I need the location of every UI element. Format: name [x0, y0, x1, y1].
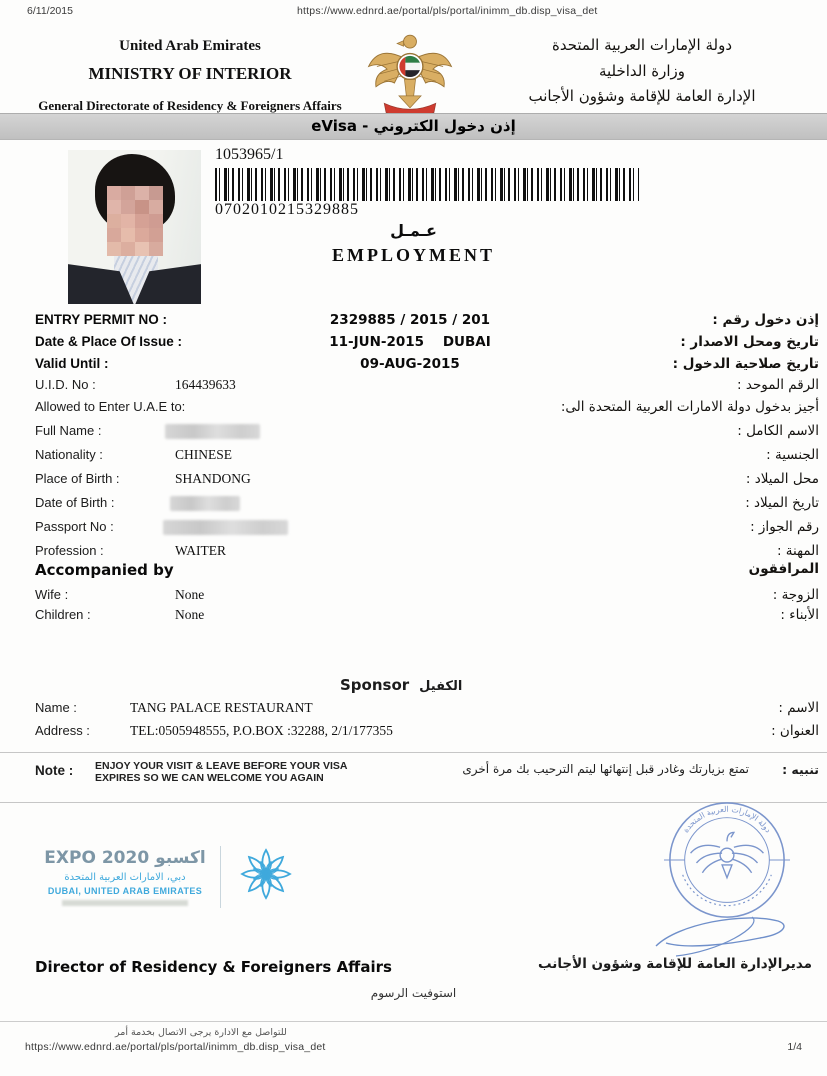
field-row-uid-no [0, 377, 827, 397]
footer-url: https://www.ednrd.ae/portal/pls/portal/inimm_db.disp_visa_det [25, 1041, 326, 1053]
field-label-ar: العنوان : [771, 723, 819, 739]
print-header-url: https://www.ednrd.ae/portal/pls/portal/inimm_db.disp_visa_det [297, 5, 598, 17]
director-signature-row [0, 958, 827, 980]
footer-contact-note-ar: للتواصل مع الادارة يرجى الاتصال بخدمة أمر [115, 1027, 287, 1038]
field-label-ar: الأبناء : [780, 607, 819, 623]
field-value: None [175, 587, 205, 602]
visa-type-arabic: عـمـل [390, 221, 437, 240]
field-value: 164439633 [175, 377, 236, 392]
note-text-en-line2: EXPIRES SO WE CAN WELCOME YOU AGAIN [95, 772, 324, 784]
expo-logo-subtitle-en: DUBAI, UNITED ARAB EMIRATES [47, 886, 203, 896]
ministry-name-en: MINISTRY OF INTERIOR [88, 64, 292, 83]
field-label-en: Full Name : [35, 423, 102, 438]
evisa-title-banner [0, 113, 827, 140]
svg-text:دولة الإمارات العربية المتحدة [681, 805, 773, 835]
field-label-en: Profession : [35, 543, 104, 558]
field-row-full-name [0, 423, 827, 443]
country-name-en: United Arab Emirates [119, 38, 261, 54]
note-label-en: Note : [35, 763, 74, 778]
field-label-ar: محل الميلاد : [745, 471, 819, 487]
field-row-entry-permit-no [0, 312, 827, 332]
header-arabic [477, 36, 807, 105]
field-value: WAITER [175, 543, 226, 558]
field-label-ar: الاسم الكامل : [737, 423, 819, 439]
field-label-en: ENTRY PERMIT NO : [35, 312, 168, 327]
page-number: 1/4 [787, 1041, 802, 1053]
note-label-ar: تنبيه : [782, 762, 819, 777]
accompanied-by-title-ar: المرافقون [748, 561, 819, 577]
expo-logo-subtitle-ar: دبي، الامارات العربية المتحدة [64, 872, 186, 883]
expo-rosette-icon [236, 844, 296, 909]
field-label-en: Children : [35, 607, 91, 622]
sponsor-title-en: Sponsor [340, 676, 410, 694]
field-label-en: Wife : [35, 587, 69, 602]
field-label-en: Valid Until : [35, 356, 109, 371]
field-label-en: Date & Place Of Issue : [35, 334, 183, 349]
field-row-sponsor-address [0, 723, 827, 743]
visa-type-english: EMPLOYMENT [332, 245, 495, 265]
header-english [25, 38, 355, 114]
redacted-date-of-birth [170, 496, 240, 511]
country-name-ar: دولة الإمارات العربية المتحدة [551, 36, 733, 54]
field-label-en: Nationality : [35, 447, 103, 462]
note-text-ar: تمتع بزيارتك وغادر قبل إنتهائها ليتم الترحيب بك مرة أخرى [462, 762, 749, 776]
print-date: 6/11/2015 [27, 5, 73, 17]
sponsor-title-ar: الكفيل [419, 679, 463, 694]
field-row-place-of-birth [0, 471, 827, 491]
sponsor-header [340, 676, 462, 695]
director-title-ar: مديرالإدارة العامة للإقامة وشؤون الأجانب [538, 956, 812, 972]
expo-2020-logo [40, 840, 300, 930]
director-title-en: Director of Residency & Foreigners Affairs [35, 958, 392, 976]
ministry-name-ar: وزارة الداخلية [598, 62, 686, 80]
field-row-sponsor-name [0, 700, 827, 720]
field-label-ar: الاسم : [778, 700, 819, 716]
note-section [0, 752, 827, 803]
field-row-profession [0, 543, 827, 563]
field-row-valid-until [0, 356, 827, 376]
visa-file-number: 1053965/1 [215, 146, 284, 163]
field-value: CHINESE [175, 447, 232, 462]
evisa-title: eVisa - إذن دخول الكتروني [311, 117, 516, 135]
field-row-wife [0, 587, 827, 607]
field-label-ar: رقم الجواز : [750, 519, 819, 535]
note-text-en-line1: ENJOY YOUR VISIT & LEAVE BEFORE YOUR VISA [95, 760, 348, 772]
field-label-en: Date of Birth : [35, 495, 115, 510]
field-value: TEL:0505948555, P.O.BOX :32288, 2/1/177355 [130, 723, 393, 738]
directorate-name-ar: الإدارة العامة للإقامة وشؤون الأجانب [528, 87, 756, 105]
field-row-allowed-to-enter [0, 399, 827, 419]
expo-logo-title: EXPO 2020 اكسبو [44, 848, 206, 868]
bottom-divider [0, 1021, 827, 1022]
field-label-ar: أجيز بدخول دولة الامارات العربية المتحدة الى: [560, 399, 819, 415]
expo-faded-line [62, 900, 188, 906]
field-value: 11-JUN-2015 DUBAI [329, 334, 491, 350]
stamp-ring-text: دولة الإمارات العربية المتحدة [681, 804, 773, 835]
field-label-ar: تاريخ صلاحية الدخول : [672, 356, 819, 372]
field-label-en: Place of Birth : [35, 471, 120, 486]
expo-divider [220, 846, 221, 908]
field-label-en: Allowed to Enter U.A.E to: [35, 399, 186, 414]
barcode [215, 168, 639, 201]
field-value: TANG PALACE RESTAURANT [130, 700, 313, 715]
field-label-ar: إذن دخول رقم : [712, 312, 819, 328]
directorate-name-en: General Directorate of Residency & Foreigners Affairs [38, 98, 342, 113]
accompanied-by-header [0, 561, 827, 581]
field-row-date-of-birth [0, 495, 827, 515]
field-row-children [0, 607, 827, 627]
field-label-en: Name : [35, 700, 77, 715]
fees-collected-note-ar: استوفيت الرسوم [370, 986, 457, 1000]
field-value: SHANDONG [175, 471, 251, 486]
field-value: None [175, 607, 205, 622]
field-row-passport-no [0, 519, 827, 539]
redacted-full-name [165, 424, 260, 439]
field-value: 2329885 / 2015 / 201 [329, 312, 491, 328]
accompanied-by-title-en: Accompanied by [35, 561, 174, 579]
note-text-en [95, 760, 347, 784]
field-label-ar: الرقم الموحد : [737, 377, 819, 393]
field-label-ar: الجنسية : [766, 447, 819, 463]
photo-pixelated-face [107, 186, 121, 200]
field-label-en: Address : [35, 723, 90, 738]
field-row-date-place-of-issue [0, 334, 827, 354]
field-label-en: Passport No : [35, 519, 114, 534]
uae-falcon-emblem-icon [364, 26, 456, 123]
field-label-en: U.I.D. No : [35, 377, 96, 392]
field-label-ar: تاريخ ومحل الاصدار : [680, 334, 819, 350]
field-label-ar: الزوجة : [772, 587, 819, 603]
field-row-nationality [0, 447, 827, 467]
field-value: 09-AUG-2015 [360, 356, 460, 372]
barcode-number: 0702010215329885 [215, 201, 359, 218]
field-label-ar: المهنة : [776, 543, 819, 559]
field-label-ar: تاريخ الميلاد : [745, 495, 819, 511]
redacted-passport-no [163, 520, 288, 535]
